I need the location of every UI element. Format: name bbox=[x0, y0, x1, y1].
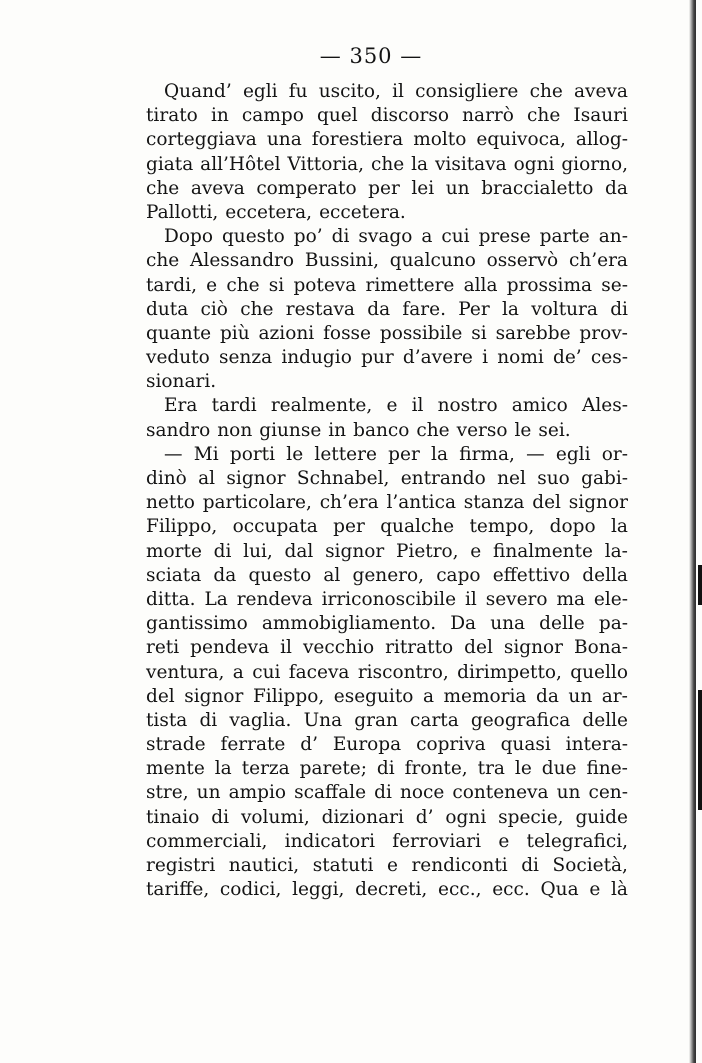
text-line: tariffe, codici, leggi, decreti, ecc., ecc. Qua e là bbox=[146, 879, 628, 901]
text-line: strade ferrate d’ Europa copriva quasi intera- bbox=[146, 734, 628, 756]
text-line: corteggiava una forestiera molto equivoca, allog- bbox=[146, 129, 628, 151]
text-line: tardi, e che si poteva rimettere alla prossima se- bbox=[146, 274, 628, 296]
page-number: — 350 — bbox=[319, 44, 423, 68]
text-line: che Alessandro Bussini, qualcuno osservò ch’era bbox=[146, 250, 628, 272]
text-line: sciata da questo al genero, capo effettivo della bbox=[146, 564, 628, 586]
text-line: reti pendeva il vecchio ritratto del signor Bona- bbox=[146, 637, 628, 659]
text-line: duta ciò che restava da fare. Per la voltura di bbox=[146, 298, 628, 320]
text-line: veduto senza indugio pur d’avere i nomi de’ ces- bbox=[146, 347, 628, 369]
text-line: del signor Filippo, eseguito a memoria da un ar- bbox=[146, 685, 628, 707]
text-line: sandro non giunse in banco che verso le sei. bbox=[146, 419, 571, 441]
text-line: netto particolare, ch’era l’antica stanza del signor bbox=[146, 492, 628, 514]
text-line: Dopo questo po’ di svago a cui prese parte an- bbox=[164, 226, 628, 248]
text-line: stre, un ampio scaffale di noce conteneva un cen- bbox=[146, 782, 628, 804]
text-line: commerciali, indicatori ferroviari e telegrafici, bbox=[146, 830, 628, 852]
text-line: Quand’ egli fu uscito, il consigliere che aveva bbox=[164, 81, 628, 102]
page-body-text bbox=[146, 80, 628, 902]
text-line: quante più azioni fosse possibile si sarebbe prov- bbox=[146, 322, 628, 344]
text-line: registri nautici, statuti e rendiconti di Società, bbox=[146, 855, 628, 876]
text-line: Filippo, occupata per qualche tempo, dopo la bbox=[146, 516, 628, 538]
page-edge-mark bbox=[698, 565, 702, 605]
text-line: gantissimo ammobigliamento. Da una delle pa- bbox=[146, 613, 628, 635]
page-edge-shadow bbox=[689, 0, 696, 1063]
text-line: Era tardi realmente, e il nostro amico Ales- bbox=[164, 395, 628, 417]
page-edge-mark bbox=[698, 690, 702, 810]
text-line: tista di vaglia. Una gran carta geografica delle bbox=[146, 709, 628, 731]
text-line: tinaio di volumi, dizionari d’ ogni specie, guide bbox=[146, 806, 628, 828]
text-line: mente la terza parete; di fronte, tra le due fine- bbox=[146, 758, 628, 780]
text-line: dinò al signor Schnabel, entrando nel suo gabi- bbox=[146, 468, 628, 489]
text-line: ditta. La rendeva irriconoscibile il severo ma ele- bbox=[146, 588, 628, 610]
text-line: morte di lui, dal signor Pietro, e finalmente la- bbox=[146, 540, 628, 562]
text-line: tirato in campo quel discorso narrò che Isauri bbox=[146, 105, 628, 127]
text-line: che aveva comperato per lei un braccialetto da bbox=[146, 177, 628, 199]
text-line: sionari. bbox=[146, 371, 217, 393]
text-line: giata all’Hôtel Vittoria, che la visitava ogni giorno, bbox=[146, 153, 628, 175]
text-line: ventura, a cui faceva riscontro, dirimpetto, quello bbox=[146, 661, 628, 683]
text-line: Pallotti, eccetera, eccetera. bbox=[146, 201, 406, 223]
text-line: — Mi porti le lettere per la firma, — egli or- bbox=[164, 443, 628, 465]
